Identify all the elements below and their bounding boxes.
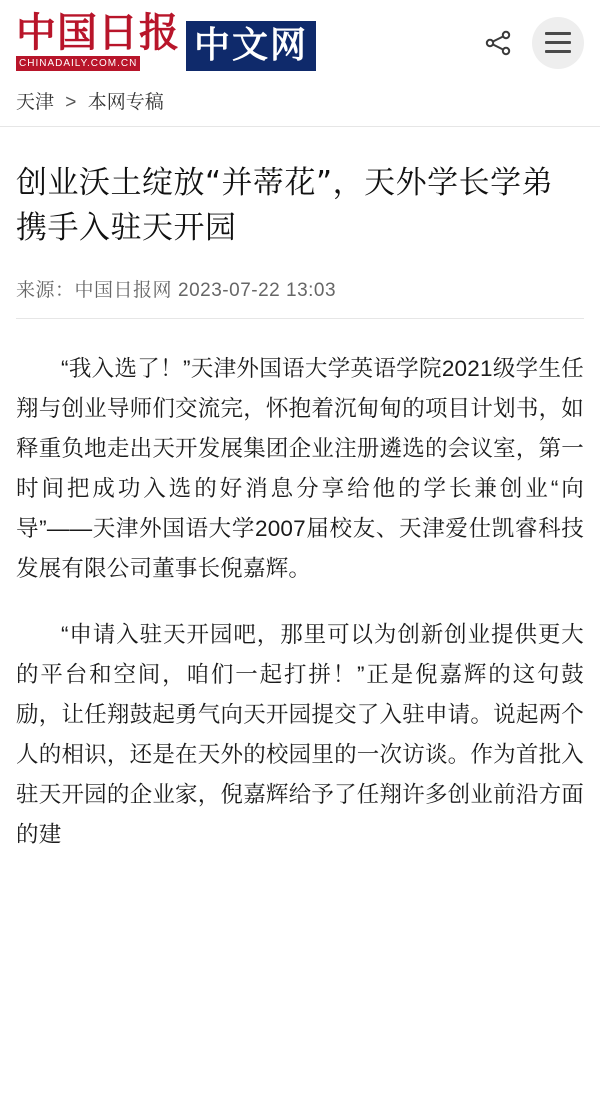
menu-line (545, 50, 571, 53)
hamburger-menu-icon[interactable] (532, 17, 584, 69)
article-body (16, 349, 584, 856)
logo-chinese-site-badge: 中文网 (186, 21, 316, 71)
header-actions (482, 17, 584, 69)
breadcrumb (0, 81, 600, 127)
logo-chinadaily (16, 9, 180, 71)
article-meta (16, 251, 584, 319)
menu-line (545, 41, 571, 44)
page-title: 创业沃土绽放“并蒂花”，天外学长学弟携手入驻天开园 (16, 165, 554, 246)
menu-line (545, 32, 571, 35)
site-logo[interactable] (16, 9, 316, 71)
share-icon[interactable] (482, 27, 514, 59)
logo-domain-text: CHINADAILY.COM.CN (16, 56, 140, 71)
article-paragraph: “我入选了！”天津外国语大学英语学院2021级学生任翔与创业导师们交流完，怀抱着沉甸甸的项目计划书，如释重负地走出天开发展集团企业注册遴选的会议室，第一时间把成功入选的好消息分享给他的学长兼创业“向导”——天津外国语大学2007届校友、天津爱仕凯睿科技发展有限公司董事长倪嘉辉。 (16, 355, 584, 582)
logo-chinese-name: 中国日报 (16, 9, 180, 56)
breadcrumb-item-region[interactable]: 天津 (16, 92, 55, 113)
meta-source-label: 来源： (16, 279, 75, 301)
site-header (0, 0, 600, 81)
breadcrumb-item-section[interactable]: 本网专稿 (87, 92, 164, 113)
article-paragraph: “申请入驻天开园吧，那里可以为创新创业提供更大的平台和空间，咱们一起打拼！”正是倪嘉辉的这句鼓励，让任翔鼓起勇气向天开园提交了入驻申请。说起两个人的相识，还是在天外的校园里的一次访谈。作为首批入驻天开园的企业家，倪嘉辉给予了任翔许多创业前沿方面的建 (16, 622, 584, 848)
breadcrumb-separator: > (65, 92, 77, 113)
meta-source-name[interactable]: 中国日报网 (74, 279, 173, 301)
article (0, 161, 600, 855)
meta-timestamp: 2023-07-22 13:03 (178, 279, 337, 301)
